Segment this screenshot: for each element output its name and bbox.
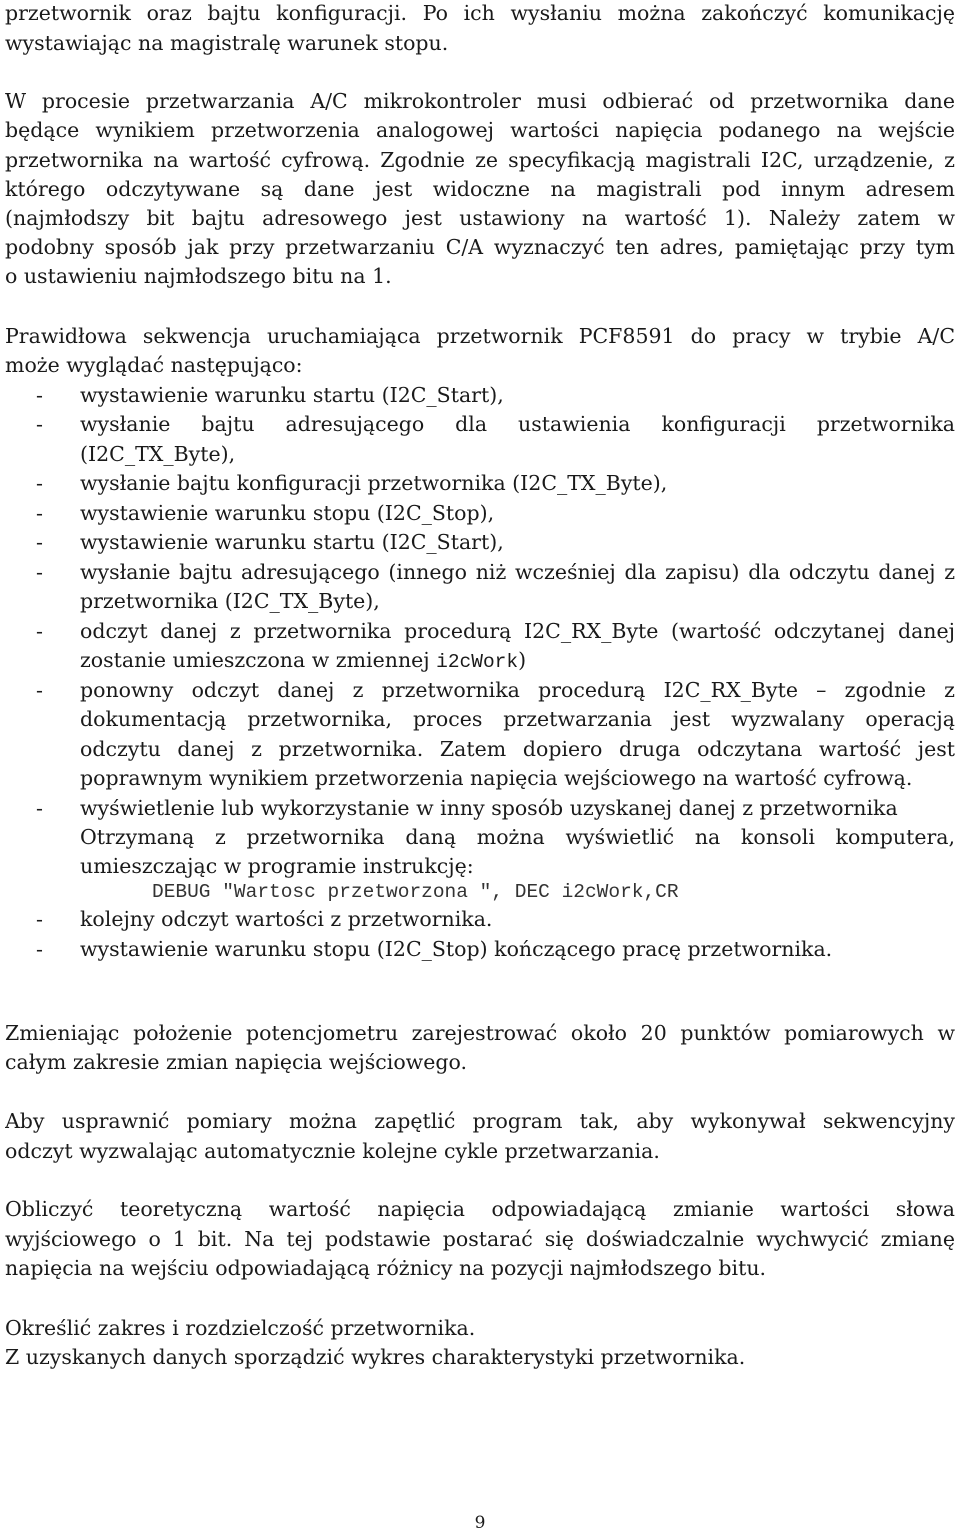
list-item-continuation: poprawnym wynikiem przetworzenia napięcia wejściowego na wartość cyfrową.: [80, 766, 913, 790]
paragraph-line: Zmieniając położenie potencjometru zarejestrować około 20 punktów pomiarowych w: [5, 1021, 955, 1045]
paragraph-line: Obliczyć teoretyczną wartość napięcia odpowiadającą zmianie wartości słowa: [5, 1197, 955, 1221]
paragraph-line: będące wynikiem przetworzenia analogowej wartości napięcia podanego na wejście: [5, 118, 955, 142]
list-bullet: -: [36, 530, 43, 554]
list-item-continuation: przetwornika (I2C_TX_Byte),: [80, 589, 380, 613]
paragraph-line: przetwornika na wartość cyfrową. Zgodnie ze specyfikacją magistrali I2C, urządzenie, z: [5, 148, 955, 172]
list-bullet: -: [36, 412, 43, 436]
list-item-continuation: umieszczając w programie instrukcję:: [80, 854, 474, 878]
code-line: DEBUG "Wartosc przetworzona ", DEC i2cWork,CR: [152, 881, 679, 903]
list-bullet: -: [36, 501, 43, 525]
paragraph-line: napięcia na wejściu odpowiadającą różnicy na pozycji najmłodszego bitu.: [5, 1256, 767, 1280]
list-item: wystawienie warunku stopu (I2C_Stop),: [80, 501, 495, 525]
list-item-continuation: Otrzymaną z przetwornika daną można wyświetlić na konsoli komputera,: [80, 825, 955, 849]
list-item: wysłanie bajtu adresującego dla ustawienia konfiguracji przetwornika: [80, 412, 955, 436]
list-bullet: -: [36, 937, 43, 961]
list-item-text: zostanie umieszczona w zmiennej: [80, 648, 437, 672]
paragraph-line: W procesie przetwarzania A/C mikrokontroler musi odbierać od przetwornika dane: [5, 89, 955, 113]
list-bullet: -: [36, 619, 43, 643]
list-bullet: -: [36, 383, 43, 407]
list-item: wysłanie bajtu adresującego (innego niż wcześniej dla zapisu) dla odczytu danej z: [80, 560, 955, 584]
paragraph-line: Z uzyskanych danych sporządzić wykres charakterystyki przetwornika.: [5, 1345, 746, 1369]
page-number: 9: [474, 1513, 486, 1533]
paragraph-line: którego odczytywane są dane jest widoczne na magistrali pod innym adresem: [5, 177, 955, 201]
paragraph-line: Prawidłowa sekwencja uruchamiająca przetwornik PCF8591 do pracy w trybie A/C: [5, 324, 955, 348]
list-item: kolejny odczyt wartości z przetwornika.: [80, 907, 493, 931]
list-item-continuation: [80, 645, 955, 675]
list-bullet: -: [36, 471, 43, 495]
paragraph-line: podobny sposób jak przy przetwarzaniu C/A wyznaczyć ten adres, pamiętając przy tym: [5, 235, 955, 259]
list-item: wystawienie warunku stopu (I2C_Stop) kończącego pracę przetwornika.: [80, 937, 833, 961]
paragraph-line: może wyglądać następująco:: [5, 353, 303, 377]
list-item: wyświetlenie lub wykorzystanie w inny sposób uzyskanej danej z przetwornika: [80, 796, 898, 820]
paragraph-line: przetwornik oraz bajtu konfiguracji. Po ich wysłaniu można zakończyć komunikację: [5, 1, 955, 25]
paragraph-line: wyjściowego o 1 bit. Na tej podstawie postarać się doświadczalnie wychwycić zmianę: [5, 1227, 955, 1251]
paragraph-line: o ustawieniu najmłodszego bitu na 1.: [5, 264, 392, 288]
list-bullet: -: [36, 907, 43, 931]
list-item: ponowny odczyt danej z przetwornika procedurą I2C_RX_Byte – zgodnie z: [80, 678, 955, 702]
list-item: wysłanie bajtu konfiguracji przetwornika (I2C_TX_Byte),: [80, 471, 668, 495]
list-item: odczyt danej z przetwornika procedurą I2C_RX_Byte (wartość odczytanej danej: [80, 619, 955, 643]
list-item-continuation: dokumentacją przetwornika, proces przetwarzania jest wyzwalany operacją: [80, 707, 955, 731]
list-bullet: -: [36, 796, 43, 820]
paragraph-line: odczyt wyzwalając automatycznie kolejne cykle przetwarzania.: [5, 1139, 660, 1163]
paragraph-line: (najmłodszy bit bajtu adresowego jest ustawiony na wartość 1). Należy zatem w: [5, 206, 955, 230]
list-bullet: -: [36, 678, 43, 702]
list-item-continuation: odczytu danej z przetwornika. Zatem dopiero druga odczytana wartość jest: [80, 737, 955, 761]
list-item-continuation: (I2C_TX_Byte),: [80, 442, 236, 466]
list-item-text: ): [518, 648, 527, 672]
paragraph-line: Aby usprawnić pomiary można zapętlić program tak, aby wykonywał sekwencyjny: [5, 1109, 955, 1133]
variable-name: i2cWork: [436, 651, 519, 673]
paragraph-line: całym zakresie zmian napięcia wejściowego.: [5, 1050, 467, 1074]
paragraph-line: wystawiając na magistralę warunek stopu.: [5, 31, 449, 55]
paragraph-line: Określić zakres i rozdzielczość przetwornika.: [5, 1316, 476, 1340]
list-bullet: -: [36, 560, 43, 584]
list-item: wystawienie warunku startu (I2C_Start),: [80, 530, 504, 554]
list-item: wystawienie warunku startu (I2C_Start),: [80, 383, 504, 407]
